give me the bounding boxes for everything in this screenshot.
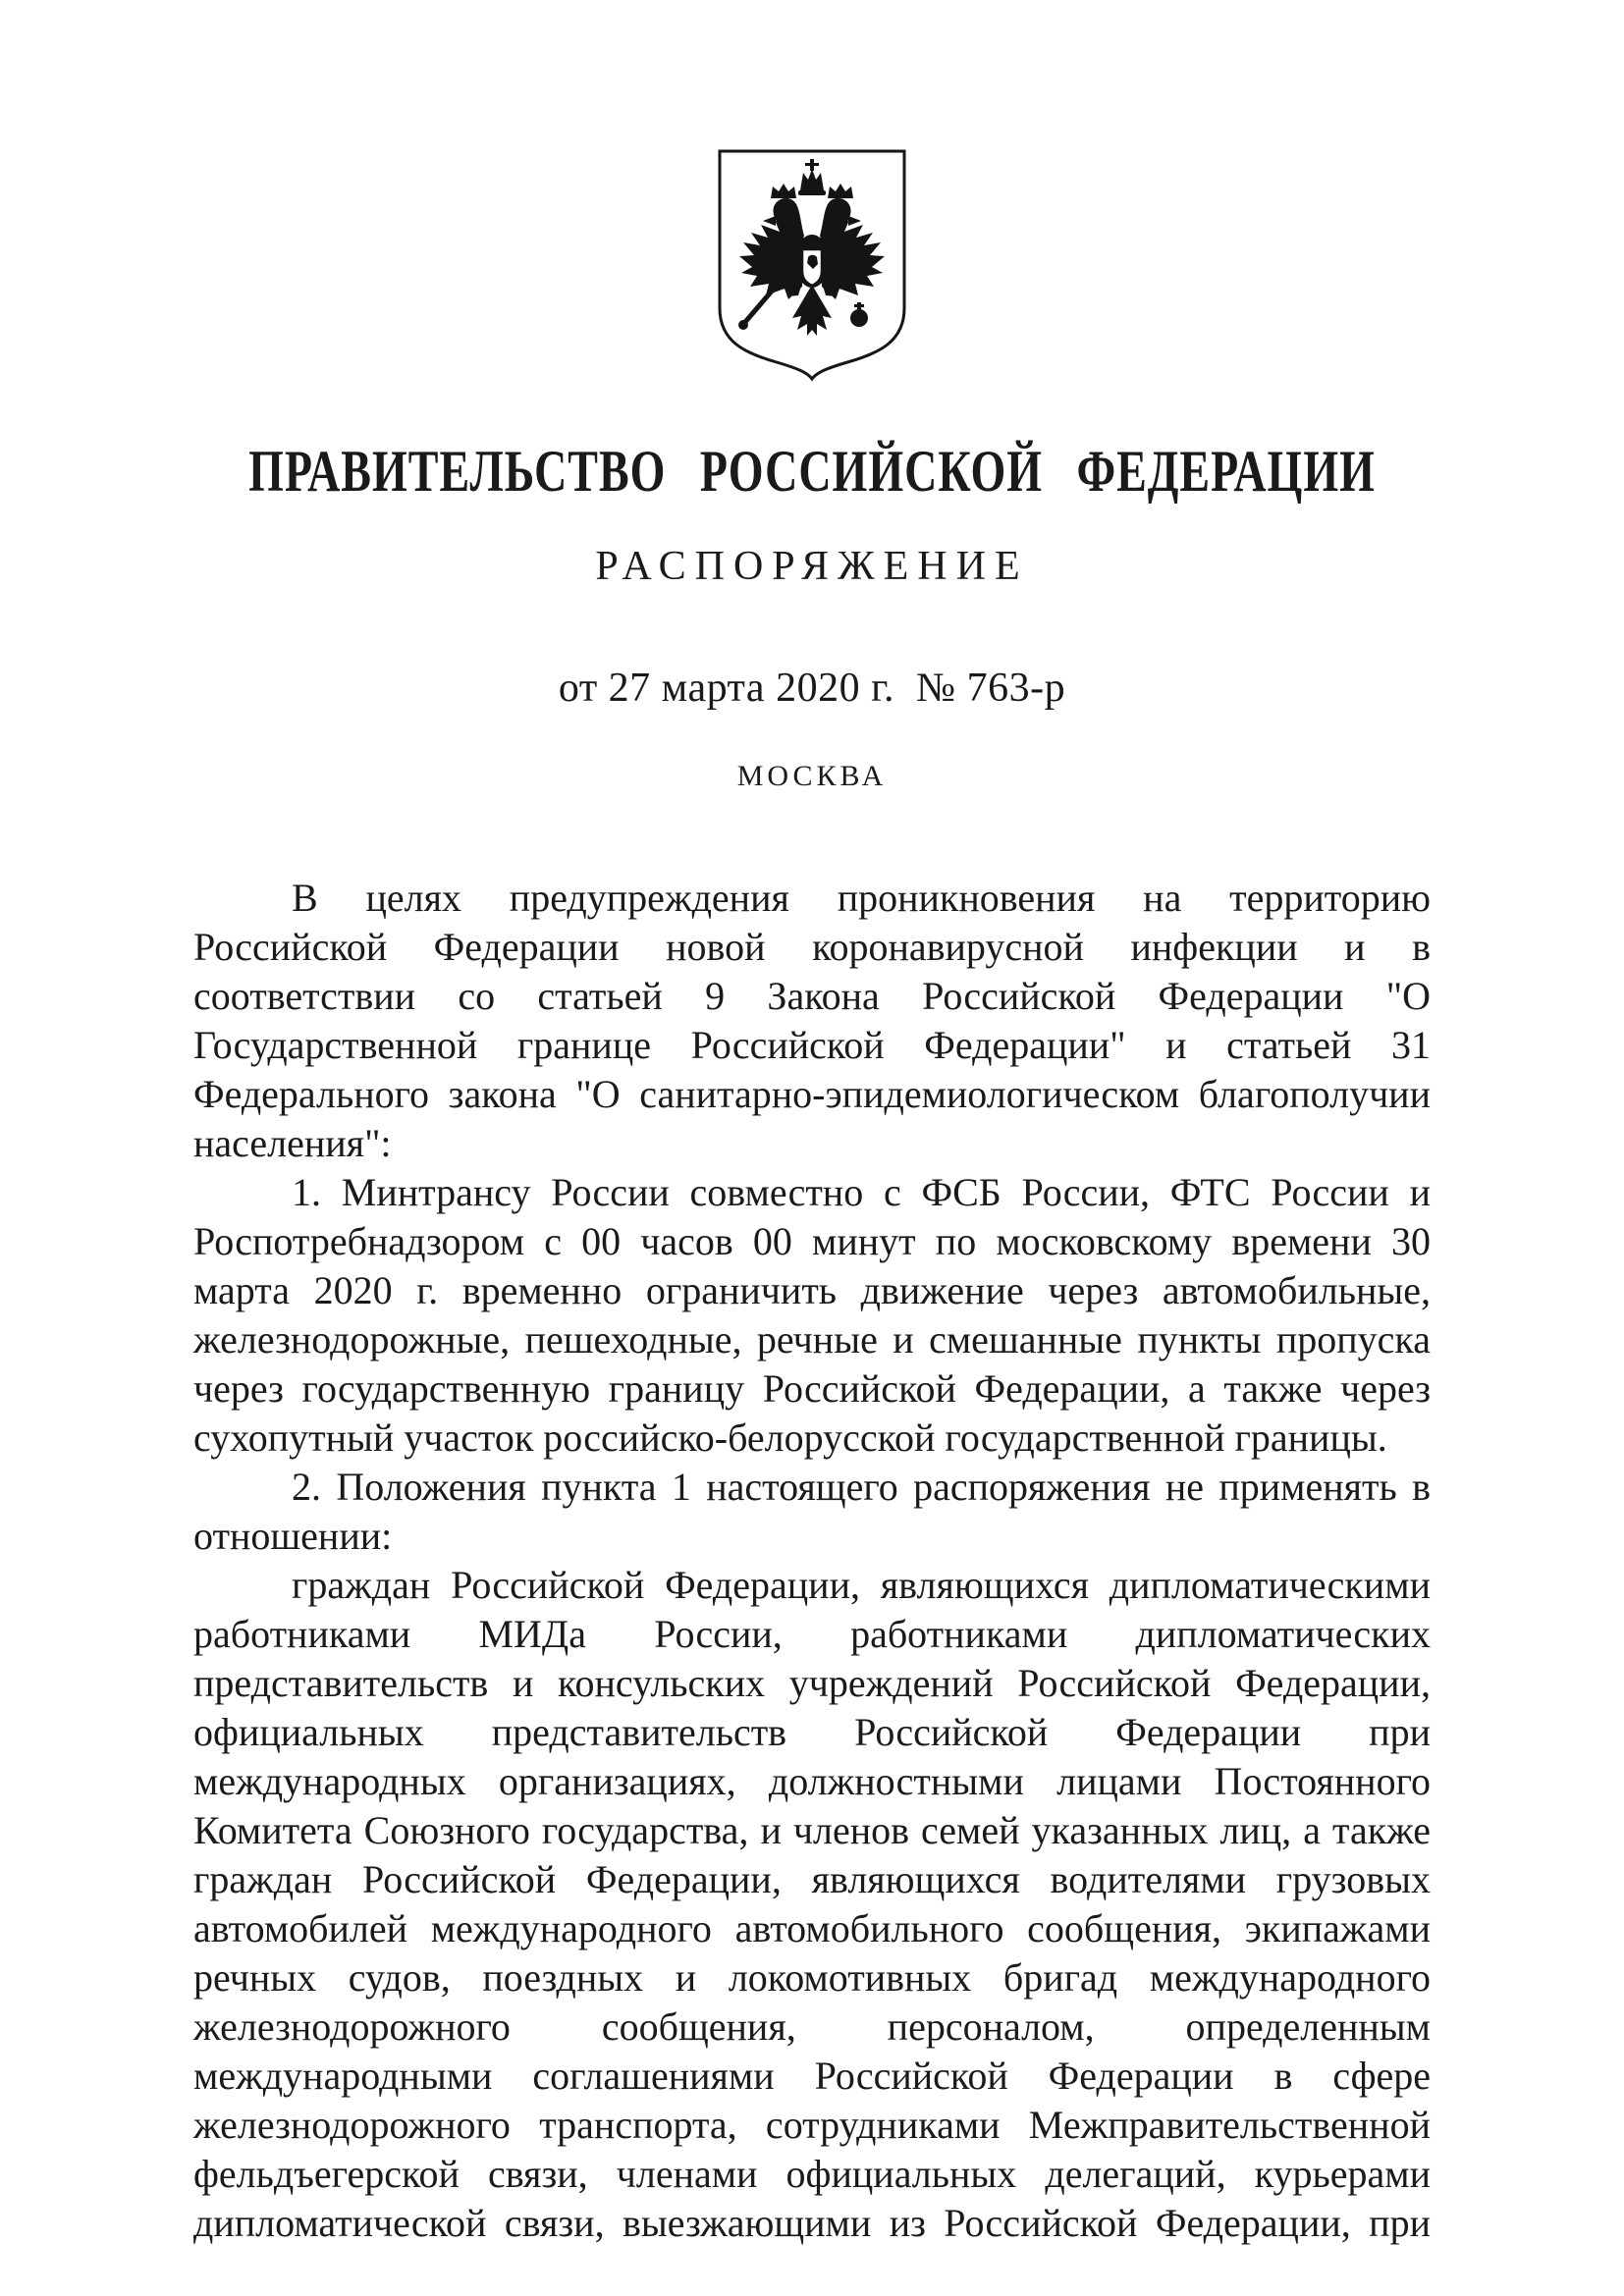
double-headed-eagle-icon xyxy=(716,147,908,383)
page-title: ПРАВИТЕЛЬСТВО РОССИЙСКОЙ ФЕДЕРАЦИИ xyxy=(248,437,1376,505)
paragraph-item-1: 1. Минтрансу России совместно с ФСБ России, ФТС России и Роспотребнадзором с 00 часов 00 минут по московскому времени 30 марта 2020 г. временно ограничить движение через автомобильные, железнодорожные, пешеходные, речные и смешанные пункты пропуска через государственную границу Российской Федерации, а также через сухопутный участок российско-белорусской государственной границы. xyxy=(193,1170,1431,1460)
paragraph-item-2: 2. Положения пункта 1 настоящего распоряжения не применять в отношении: xyxy=(193,1465,1431,1558)
document-body xyxy=(193,874,1431,2248)
document-type-label: РАСПОРЯЖЕНИЕ xyxy=(595,544,1029,589)
date-number-line: от 27 марта 2020 г. № 763-р xyxy=(558,666,1066,711)
paragraph-exemptions: граждан Российской Федерации, являющихся дипломатическими работниками МИДа России, работниками дипломатических представительств и консульских учреждений Российской Федерации, официальных представительств Российской Федерации при международных организациях, должностными лицами Постоянного Комитета Союзного государства, и членов семей указанных лиц, а также граждан Российской Федерации, являющихся водителями грузовых автомобилей международного автомобильного сообщения, экипажами речных судов, поездных и локомотивных бригад международного железнодорожного сообщения, персоналом, определенным международными соглашениями Российской Федерации в сфере железнодорожного транспорта, сотрудниками Межправительственной фельдъегерской связи, членами официальных делегаций, курьерами дипломатической связи, выезжающими из Российской Федерации, при xyxy=(193,1563,1431,2245)
russian-coat-of-arms xyxy=(716,147,908,383)
city-label: МОСКВА xyxy=(736,760,888,792)
paragraph-preamble: В целях предупреждения проникновения на территорию Российской Федерации новой коронавирусной инфекции и в соответствии со статьей 9 Закона Российской Федерации "О Государственной границе Российской Федерации" и статьей 31 Федерального закона "О санитарно-эпидемиологическом благополучии населения": xyxy=(193,876,1431,1165)
